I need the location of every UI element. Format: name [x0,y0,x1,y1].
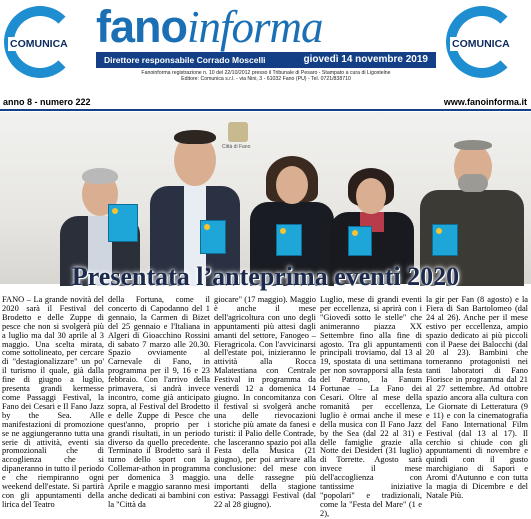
article-column-1 [2,295,104,509]
article-text: FANO – La grande novità del 2020 sarà il Festival del Brodetto e delle Zuppe di pesce che non si svolgerà più a luglio ma dal 30 aprile al 3 maggio. Una scelta mirata, come sottolineato, per cercare di "destagionalizzare" un po' il turismo il quale, già dalla fine di giugno a luglio, presenta grandi kermesse come Passaggi Festival, la Fano dei Cesari e Il Fano Jazz by the Sea. Alle manifestazioni di promozione se ne aggiungeranno tutta una serie di attività, eventi sia promozionali che di accoglienza che si dipaneranno in tutto il periodo e che riempiranno ogni weekend dell'estate. Si partirà con gli appuntamenti della lirica del Teatro [2,295,104,509]
article-text: Luglio, mese di grandi eventi per eccellenza, si aprirà con i "Giovedì sotto le stelle" che animeranno piazza XX Settembre fino alla fine di agosto. Tra gli appuntamenti principali troviamo, dal 13 al 19, spostata di una settimana per non sovrapporsi alla festa del Patrono, la Fanum Fortunae – La Fano dei Cesari. Oltre al mese della romanità per eccellenza, luglio è ormai anche il mese della musica con Il Fano Jazz by the Sea (dal 22 al 31) e delle famiglie grazie alla Notte dei Desideri (31 luglio) di Torrette. Agosto sarà invece il mese dell'accoglienza con tantissime iniziative "popolari" e tradizionali, come la "Festa del Mare" (1 e 2), [320,295,422,518]
article-text: della Fortuna, come il concerto di Capodanno del 1 gennaio, la Carmen di Bizet del 25 gennaio e l'Italiana in Algeri di Gioacchino Rossini di sabato 7 marzo alle 20.30. Spazio ovviamente al Carnevale di Fano, in programma per il 9, 16 e 23 febbraio. Con l'arrivo della primavera, si andrà invece incontro, come già anticipato sopra, al Festival del Brodetto e delle Zuppe di Pesce che quest'anno, proprio per i grandi risultati, in un periodo diverso da quello precedente. Terminato il Brodetto sarà il turno dello sport con la Collemar-athon in programma per domenica 3 maggio. Aprile e maggio saranno mesi anche dedicati ai bambini con la "Città da [108,295,210,509]
article-headline: Presentata l’anteprima eventi 2020 [71,262,460,291]
article-column-2 [108,295,210,509]
issue-date: giovedì 14 novembre 2019 [303,54,428,65]
comunica-ad-right[interactable] [442,2,530,88]
article-column-5 [426,295,528,500]
article-text: la gir per Fan (8 agosto) e la Fiera di San Bartolomeo (dal 24 al 26). Anche per il mese estivo per eccellenza, ampio spazio dedicato ai più piccoli con il Paese dei Balocchi (dal 20 al 23). Bambini che torneranno protagonisti nei tanti laboratori di Fano Fiorisce in programma dal 21 al 27 settembre. Ad ottobre spazio ancora alla cultura con Le Giornate di Letteratura (9 e 11) e con la cinematografia del Fano International Film Festival (dal 13 al 17). Il cerchio si chiude con gli appuntamenti di novembre e quindi con il gusto marchigiano di Sapori e Aromi d'Autunno e con tutta la magia di Dicembre e del Natale Più. [426,295,528,500]
comunica-ad-label: COMUNICA [452,38,510,50]
masthead-bar [96,52,436,68]
person-figure [150,124,240,284]
director-credit: Direttore responsabile Corrado Moscelli [104,55,266,65]
website-link[interactable]: www.fanoinforma.it [443,97,527,107]
article-column-4 [320,295,422,518]
registration-info [96,70,436,82]
article-text: giocare" (17 maggio). Maggio è anche il mese dell'agricoltura con uno degli appuntamenti più attesi dagli amanti del settore, Fanogeo – Fieragricola. Con l'avvicinarsi dell'estate poi, inizieranno le attività alla Rocca Malatestiana con Centrale Festival in programma da venerdì 12 a domenica 14 giugno. In concomitanza con il festival si svolgerà anche una delle rievocazioni storiche più amate da fanesi e turisti: il Palio delle Contrade, che lasceranno spazio poi alla Festa della Musica (21 giugno), per poi arrivare alla conclusione: del mese con una delle rassegne più importanti della stagione estiva: Passaggi Festival (dal 22 al 28 giugno). [214,295,316,509]
newspaper-logo[interactable] [96,1,323,52]
header-divider [0,109,531,111]
article-body [2,295,529,518]
article-column-3 [214,295,316,509]
event-booklet [348,226,372,256]
comunica-ad-label: COMUNICA [10,38,68,50]
editor-line: Editore: Comunica s.r.l. - via Nini, 3 - 61032 Fano (PU) - Tel. 0721/838710 [181,76,351,82]
article-photo [0,112,531,284]
logo-fano: fano [96,1,187,52]
event-booklet [108,204,138,242]
issue-row [0,97,531,109]
issue-number: anno 8 - numero 222 [3,97,91,107]
logo-informa: informa [187,2,323,52]
event-booklet [432,224,458,256]
registration-line: Fanoinforma registrazione n. 10 del 22/10/2012 presso il Tribunale di Pesaro - Stampato a cura di Ligostelne [141,70,391,76]
comunica-ad-left[interactable] [0,2,88,88]
event-booklet [200,220,226,254]
event-booklet [276,224,302,256]
wall-caption: Città di Fano [222,144,251,150]
